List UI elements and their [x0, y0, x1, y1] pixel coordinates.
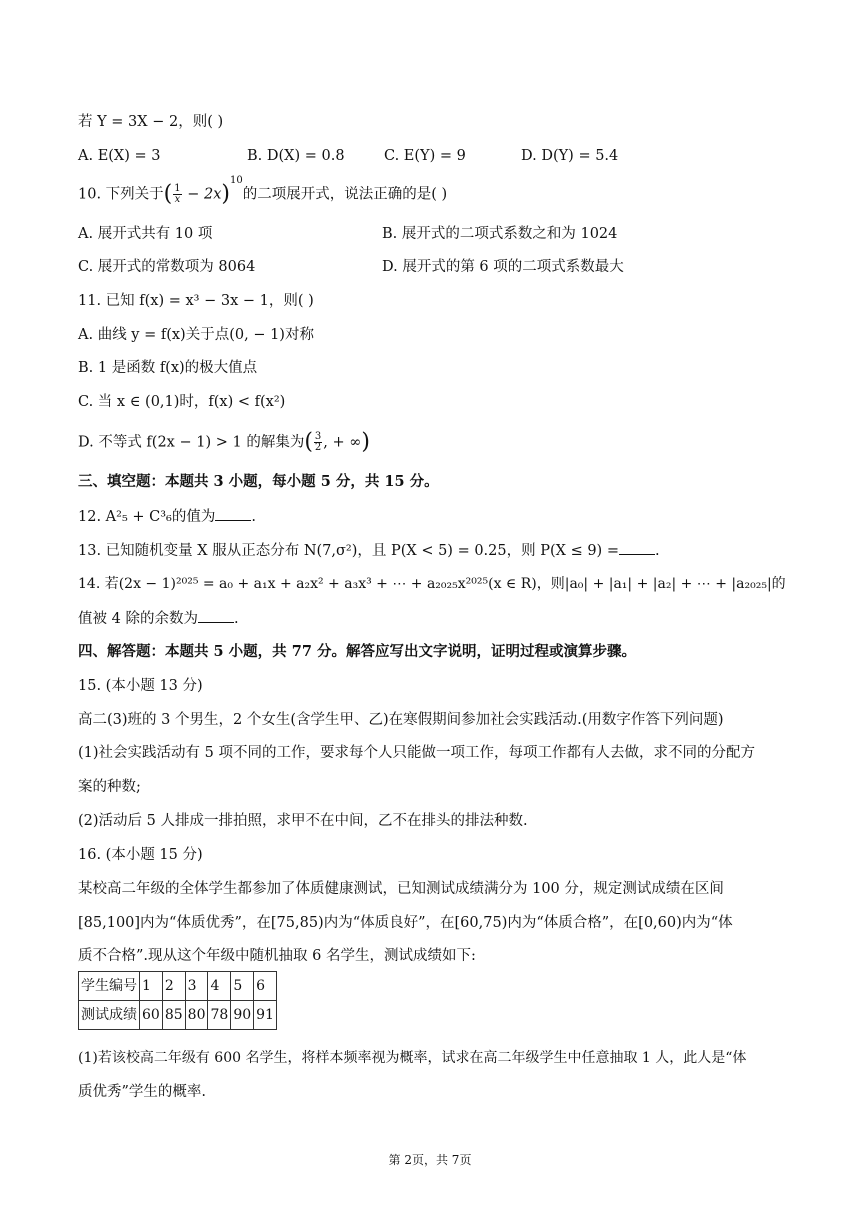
table-cell: 3	[185, 972, 208, 1001]
q10-stem: 10. 下列关于( $\frac{1}{x}$ − 2x)$^{10}$的二项展开式，说法正确的是( )	[78, 174, 448, 207]
q11-option-a: A. 曲线 y = f(x)关于点(0, − 1)对称	[78, 327, 314, 343]
q10-option-a: A. 展开式共有 10 项	[78, 226, 213, 242]
table-cell: 60	[140, 1001, 163, 1030]
q10-option-b: B. 展开式的二项式系数之和为 1024	[382, 226, 618, 242]
q10-option-c: C. 展开式的常数项为 8064	[78, 259, 256, 275]
section-3-heading: 三、填空题：本题共 3 小题，每小题 5 分，共 15 分。	[78, 473, 439, 490]
q12-answer-blank[interactable]	[215, 506, 251, 521]
section-4-heading: 四、解答题：本题共 5 小题，共 77 分。解答应写出文字说明，证明过程或演算步骤。	[78, 643, 636, 660]
q10-fraction: $\frac{1}{x}$	[174, 183, 181, 205]
table-cell: 91	[254, 1001, 277, 1030]
q10-exponent: 10	[230, 174, 243, 186]
table-cell: 4	[208, 972, 231, 1001]
table-cell: 80	[185, 1001, 208, 1030]
table-row	[79, 972, 277, 1001]
score-table	[78, 971, 277, 1030]
q13-answer-blank[interactable]	[619, 540, 655, 555]
q16-head: 16. (本小题 15 分)	[78, 847, 203, 863]
q16-line2: [85,100]内为“体质优秀”，在[75,85)内为“体质良好”，在[60,75)内为“体质合格”，在[0,60)内为“体	[78, 915, 733, 931]
table-cell: 90	[231, 1001, 254, 1030]
q10-option-d: D. 展开式的第 6 项的二项式系数最大	[382, 259, 624, 275]
q11-option-c: C. 当 x ∈ (0,1)时，f(x) < f(x²)	[78, 394, 286, 410]
q14-answer-blank[interactable]	[198, 608, 234, 623]
q9-option-c: C. E(Y) = 9	[384, 148, 466, 164]
q12: 12. A²₅ + C³₆的值为 .	[78, 506, 784, 527]
q11-option-d-post: , + ∞	[323, 434, 362, 451]
q10-stem-post: 的二项展开式，说法正确的是( )	[242, 186, 448, 203]
q16-part1-line1: (1)若该校高二年级有 600 名学生，将样本频率视为概率，试求在高二年级学生中任意抽取 1 人，此人是“体	[78, 1050, 747, 1066]
table-row	[79, 1001, 277, 1030]
table-cell: 5	[231, 972, 254, 1001]
q15-head: 15. (本小题 13 分)	[78, 678, 203, 694]
q10-stem-pre: 10. 下列关于	[78, 186, 164, 203]
q14-line1: 14. 若(2x − 1)²⁰²⁵ = a₀ + a₁x + a₂x² + a₃x³ + ⋯ + a₂₀₂₅x²⁰²⁵(x ∈ R)，则|a₀| + |a₁| + |a₂| + ⋯ + |a₂₀₂₅|的	[78, 576, 786, 592]
q9-option-d: D. D(Y) = 5.4	[521, 148, 619, 164]
table-cell: 1	[140, 972, 163, 1001]
table-header-score: 测试成绩	[79, 1001, 140, 1030]
q13: 13. 已知随机变量 X 服从正态分布 N(7,σ²)，且 P(X < 5) = 0.25，则 P(X ≤ 9) = .	[78, 540, 784, 561]
q11-option-d: D. 不等式 f(2x − 1) > 1 的解集为( $\frac{3}{2}$ , + ∞)	[78, 429, 370, 455]
q15-part1-line1: (1)社会实践活动有 5 项不同的工作，要求每个人只能做一项工作，每项工作都有人去做，求不同的分配方	[78, 745, 755, 761]
table-cell: 2	[162, 972, 185, 1001]
q16-line1: 某校高二年级的全体学生都参加了体质健康测试，已知测试成绩满分为 100 分，规定测试成绩在区间	[78, 881, 724, 897]
q16-line3: 质不合格”.现从这个年级中随机抽取 6 名学生，测试成绩如下:	[78, 948, 476, 964]
q11-option-b: B. 1 是函数 f(x)的极大值点	[78, 360, 258, 376]
q11-fraction: $\frac{3}{2}$	[314, 431, 322, 453]
q14-line2: 值被 4 除的余数为 .	[78, 608, 784, 629]
q16-part1-line2: 质优秀”学生的概率.	[78, 1084, 207, 1100]
q9-continuation: 若 Y = 3X − 2，则( )	[78, 114, 224, 130]
q9-option-b: B. D(X) = 0.8	[247, 148, 345, 164]
table-cell: 6	[254, 972, 277, 1001]
q15-part1-line2: 案的种数;	[78, 779, 141, 795]
q9-option-a: A. E(X) = 3	[78, 148, 161, 164]
table-cell: 78	[208, 1001, 231, 1030]
table-cell: 85	[162, 1001, 185, 1030]
table-header-student-id: 学生编号	[79, 972, 140, 1001]
q15-part2: (2)活动后 5 人排成一排拍照，求甲不在中间，乙不在排头的排法种数.	[78, 813, 528, 829]
page-footer: 第 2页，共 7页	[388, 1153, 472, 1167]
q15-intro: 高二(3)班的 3 个男生，2 个女生(含学生甲、乙)在寒假期间参加社会实践活动.(用数字作答下列问题)	[78, 712, 724, 728]
q11-stem: 11. 已知 f(x) = x³ − 3x − 1，则( )	[78, 293, 314, 309]
q11-option-d-pre: D. 不等式 f(2x − 1) > 1 的解集为	[78, 434, 305, 451]
q10-expr-rest: − 2x	[182, 186, 222, 203]
